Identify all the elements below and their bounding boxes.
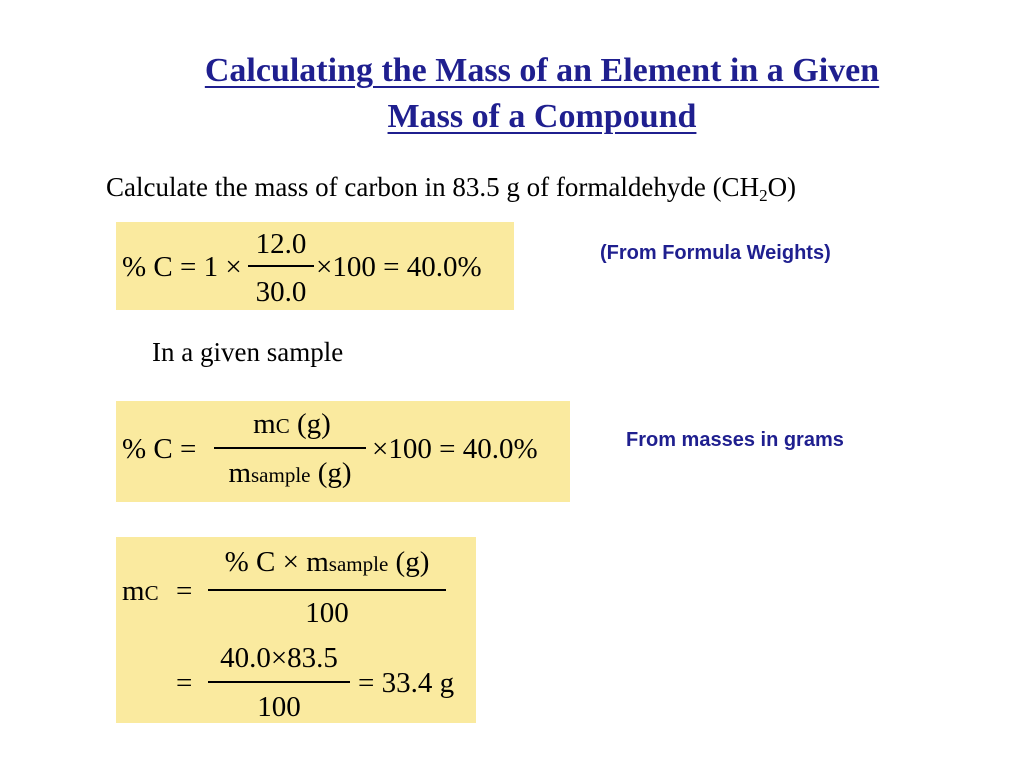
eq2-num-sub: C <box>275 414 290 438</box>
eq3-lhs <box>122 577 159 606</box>
eq3-num1-sub: sample <box>328 552 389 576</box>
eq3-num1-a: % C × m <box>224 546 329 578</box>
eq3-denominator-2: 100 <box>257 691 301 723</box>
eq3-numerator-2: 40.0×83.5 <box>220 642 338 674</box>
eq3-result: = 33.4 g <box>358 667 455 699</box>
eq3-numerator-1 <box>204 548 450 577</box>
eq3-num1-unit: (g) <box>388 546 430 578</box>
eq3-equals-1: = <box>176 575 193 607</box>
problem-text-end: O) <box>767 172 797 202</box>
eq3-denominator-1: 100 <box>305 597 349 629</box>
eq3-equals-2: = <box>176 667 193 699</box>
eq3-lhs-m: m <box>122 575 145 607</box>
eq2-fraction-bar <box>214 447 366 449</box>
eq3-fraction-bar-2 <box>208 681 350 683</box>
eq2-num-m: m <box>253 408 276 440</box>
eq2-lhs: % C = <box>122 433 197 465</box>
note-masses-in-grams: From masses in grams <box>626 429 844 451</box>
problem-text: Calculate the mass of carbon in 83.5 g of formaldehyde (CH <box>106 172 760 202</box>
eq3-fraction-bar-1 <box>208 589 446 591</box>
eq3-lhs-sub: C <box>144 581 159 605</box>
equation-box-mass-carbon <box>116 537 476 723</box>
eq2-den-sub: sample <box>251 463 311 487</box>
eq1-fraction-bar <box>248 265 314 267</box>
problem-subscript: 2 <box>759 186 768 205</box>
sample-label: In a given sample <box>152 337 344 367</box>
note-formula-weights: (From Formula Weights) <box>600 242 831 264</box>
title-line-2: Mass of a Compound <box>387 98 697 135</box>
eq2-den-m: m <box>228 457 251 489</box>
equation-box-masses <box>116 401 570 502</box>
problem-statement <box>106 172 796 206</box>
eq2-num-unit: (g) <box>289 408 331 440</box>
eq2-rhs: ×100 = 40.0% <box>372 433 538 465</box>
eq1-numerator: 12.0 <box>255 228 307 260</box>
title-line-1: Calculating the Mass of an Element in a Given <box>204 52 880 89</box>
eq2-numerator <box>212 410 372 439</box>
eq1-rhs: ×100 = 40.0% <box>316 251 482 283</box>
equation-box-formula-weights <box>116 222 514 310</box>
eq1-lhs: % C = 1 × <box>122 251 242 283</box>
eq2-den-unit: (g) <box>310 457 352 489</box>
eq1-denominator: 30.0 <box>255 276 307 308</box>
eq2-denominator <box>208 459 372 488</box>
slide-title <box>60 48 1024 140</box>
